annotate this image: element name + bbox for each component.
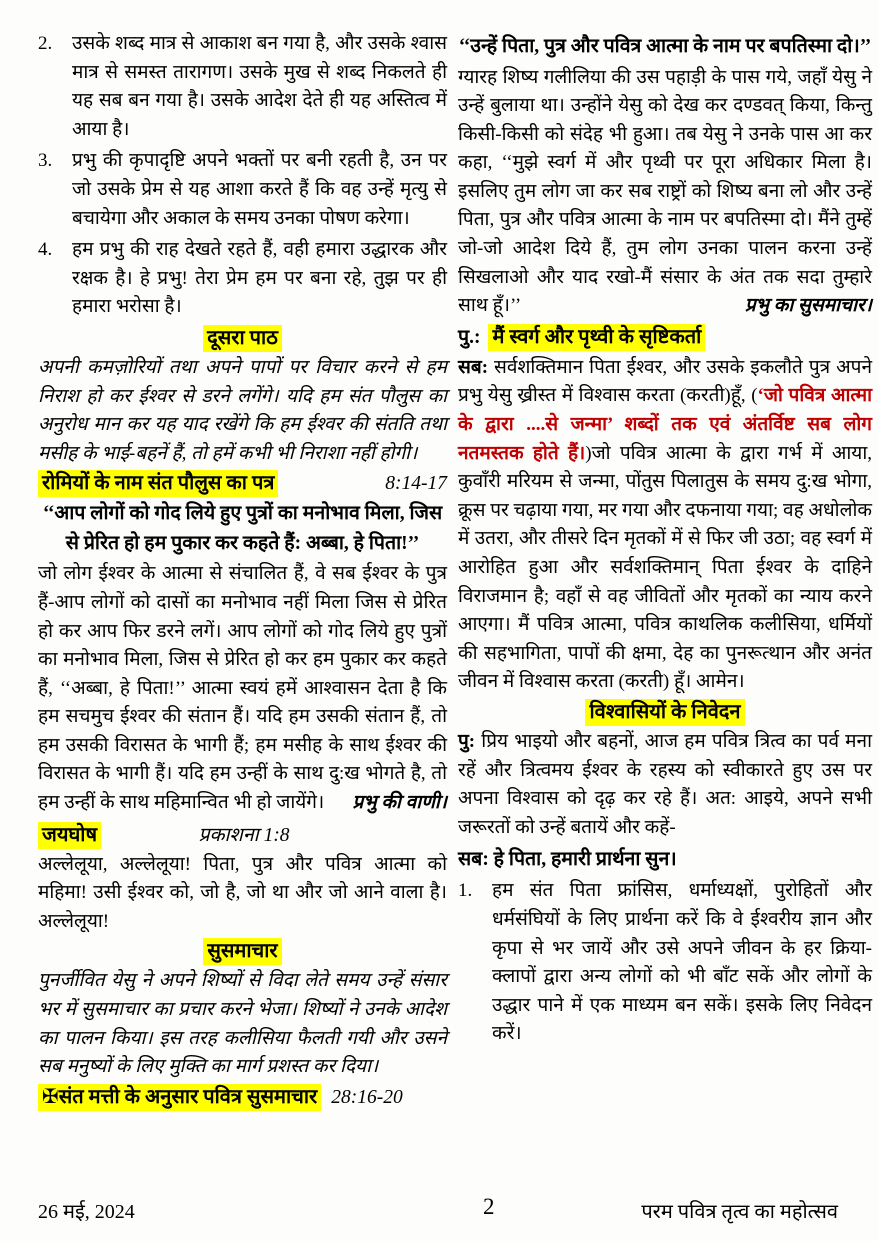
creed-priest-text: मैं स्वर्ग और पृथ्वी के सृष्टिकर्ता xyxy=(488,324,705,351)
creed-part2: जो पवित्र आत्मा के द्वारा गर्भ में आया, कुवाँरी मरियम से जन्मा, पोंतुस पिलातुस के समय दु:ख भोगा, क्रूस पर चढ़ाया गया, मर गया और दफनाया गया; वह अधोलोक में उतरा, और तीसरे दिन मृतकों में से फिर जी उठा; वह स्वर्ग में आरोहित हुआ और सर्वशक्तिमान् पिता ईश्वर के दाहिने विराजमान है; वहाँ से वह जीवितों और मृतकों का न्याय करने आएगा। मैं पवित्र आत्मा, पवित्र काथलिक कलीसिया, धर्मियों की सहभागिता, पापों की क्षमा, देह का पुनरूत्थान और अनंत जीवन में विश्वास करता (करती) हूँ। आमेन। xyxy=(458,442,873,693)
page-footer xyxy=(38,1194,840,1227)
gospel-source: संत मत्ती के अनुसार पवित्र सुसमाचार xyxy=(58,1085,318,1108)
creed-part1: सर्वशक्तिमान पिता ईश्वर, और उसके इकलौते पुत्र अपने प्रभु येसु ख्रीस्त में विश्वास करता (करती)हूँ, xyxy=(458,356,872,407)
verse-number: 3. xyxy=(38,150,53,172)
creed-all-prefix: सब: xyxy=(458,356,489,378)
acclamation-heading: जयघोष xyxy=(38,822,101,849)
verse-number: 2. xyxy=(38,33,53,54)
footer-page-number: 2 xyxy=(483,1194,495,1219)
gospel-intro-heading-wrap xyxy=(38,938,447,965)
intercession-text: हम संत पिता फ्रांसिस, धर्माध्यक्षों, पुरोहितों और धर्मसंघियों के लिए प्रार्थना करें कि वे ईश्वरीय ज्ञान और कृपा से भर जायें और उसे अपने जीवन के हर क्रिया-क्लापों द्वारा अन्य लोगों को भी बाँट सकें और लोगों के उद्धार पाने में एक माध्यम बन सकें। इसके लिए निवेदन करें। xyxy=(492,880,872,1045)
second-reading-ref: 8:14-17 xyxy=(385,473,447,495)
second-reading-source-row xyxy=(38,470,447,497)
cross-icon: ✠ xyxy=(42,1085,59,1108)
second-reading-closing: प्रभु की वाणी। xyxy=(352,792,447,814)
intercession-item xyxy=(458,877,872,1049)
intercessions-heading: विश्वासियों के निवेदन xyxy=(585,699,744,726)
verse-number: 4. xyxy=(38,239,53,261)
gospel-body-wrap xyxy=(458,64,872,321)
gospel-title-row xyxy=(38,1084,447,1111)
intercessions-priest-text: प्रिय भाइयो और बहनों, आज हम पवित्र त्रित्व का पर्व मना रहें और त्रित्वमय ईश्वर के रहस्य को स्वीकारते हुए उस पर अपना विश्वास को दृढ़ कर रहे हैं। अत: आइये, अपने सभी जरूरतों को उन्हें बतायें और कहें- xyxy=(458,730,872,838)
gospel-body: ग्यारह शिष्य गलीलिया की उस पहाड़ी के पास गये, जहाँ येसु ने उन्हें बुलाया था। उन्होंने येसु को देख कर दण्डवत् किया, किन्तु किसी-किसी को संदेह भी हुआ। तब येसु ने उनके पास आ कर कहा, ‘‘मुझे स्वर्ग में और पृथ्वी पर पूरा अधिकार मिला है। इसलिए तुम लोग जा कर सब राष्ट्रों को शिष्य बना लो और उन्हें पिता, पुत्र और पवित्र आत्मा के नाम पर बपतिस्मा दो। मैंने तुम्हें जो-जो आदेश दिये हैं, तुम लोग उनका पालन करना उन्हें सिखलाओ और याद रखो-मैं संसार के अंत तक सदा तुम्हारे साथ हूँ।’’ xyxy=(458,66,872,317)
intercession-number: 1. xyxy=(458,880,473,902)
footer-feast-title: परम पवित्र तृत्व का महोत्सव xyxy=(641,1201,838,1223)
right-column xyxy=(458,30,872,1113)
second-reading-intro: अपनी कमज़ोरियों तथा अपने पापों पर विचार करने से हम निराश हो कर ईश्वर से डरने लगेंगे। यदि हम संत पौलुस का अनुरोध मान कर यह याद रखेंगे कि हम ईश्वर की संतति तथा मसीह के भाई-बहनें हैं, तो हमें कभी भी निराशा नहीं होगी। xyxy=(38,356,447,464)
paren-close: ) xyxy=(585,442,592,464)
acclamation-ref: प्रकाशना 1:8 xyxy=(198,824,290,846)
psalm-verse xyxy=(38,147,447,233)
psalm-verse xyxy=(38,30,447,144)
second-reading-body-wrap xyxy=(38,560,447,817)
creed-priest-line xyxy=(458,323,872,353)
left-column xyxy=(38,30,447,1113)
intercessions-response: सब: हे पिता, हमारी प्रार्थना सुन। xyxy=(458,849,677,871)
acclamation-row xyxy=(38,820,447,849)
psalm-verse xyxy=(38,236,447,322)
acclamation-body: अल्लेलूया, अल्लेलूया! पिता, पुत्र और पवित्र आत्मा को महिमा! उसी ईश्वर को, जो है, जो था और जो आने वाला है। अल्लेलूया! xyxy=(38,853,447,932)
gospel-intro-body: पुनर्जीवित येसु ने अपने शिष्यों से विदा लेते समय उन्हें संसार भर में सुसमाचार का प्रचार करने भेजा। शिष्यों ने उनके आदेश का पालन किया। इस तरह कलीसिया फैलती गयी और उसने सब मनुष्यों के लिए मुक्ति का मार्ग प्रशस्त कर दिया। xyxy=(38,970,447,1078)
two-column-layout xyxy=(38,30,873,1113)
second-reading-heading: दूसरा पाठ xyxy=(203,325,282,352)
verse-text: उसके शब्द मात्र से आकाश बन गया है, और उसके श्वास मात्र से समस्त तारागण। उसके मुख से शब्द निकलते ही यह सब बन गया है। उसके आदेश देते ही यह अस्तित्व में आया है। xyxy=(72,33,447,140)
verse-text: हम प्रभु की राह देखते रहते हैं, वही हमारा उद्धारक और रक्षक है। हे प्रभु! तेरा प्रेम हम पर बना रहे, तुझ पर ही हमारा भरोसा है। xyxy=(72,239,447,318)
gospel-title xyxy=(38,1084,321,1111)
intercessions-priest-prefix: पु: xyxy=(458,730,476,752)
second-reading-heading-wrap xyxy=(38,325,447,352)
second-reading-quote: ‘‘आप लोगों को गोद लिये हुए पुत्रों का मनोभाव मिला, जिस से प्रेरित हो हम पुकार कर कहते हैं: अब्बा, हे पिता!’’ xyxy=(42,503,443,554)
gospel-closing: प्रभु का सुसमाचार। xyxy=(744,295,872,317)
footer-date: 26 मई, 2024 xyxy=(38,1201,135,1223)
second-reading-source: रोमियों के नाम संत पौलुस का पत्र xyxy=(38,470,278,497)
gospel-quote: ‘‘उन्हें पिता, पुत्र और पवित्र आत्मा के नाम पर बपतिस्मा दो।’’ xyxy=(458,36,872,57)
intercessions-invitation xyxy=(458,728,872,842)
gospel-intro-heading: सुसमाचार xyxy=(203,938,281,965)
intercessions-heading-wrap xyxy=(458,699,872,726)
paren-open: ( xyxy=(751,385,758,407)
priest-prefix: पु.: xyxy=(458,326,481,348)
second-reading-body: जो लोग ईश्वर के आत्मा से संचालित हैं, वे सब ईश्वर के पुत्र हैं-आप लोगों को दासों का मनोभाव नहीं मिला जिस से प्रेरित हो कर आप फिर डरने लगें। आप लोगों को गोद लिये हुए पुत्रों का मनोभाव मिला, जिस से प्रेरित हो कर हम पुकार कर कहते हैं, ‘‘अब्बा, हे पिता!’’ आत्मा स्वयं हमें आश्वासन देता है कि हम सचमुच ईश्वर की संतान हैं। यदि हम उसकी संतान हैं, तो हम उसकी विरासत के भागी हैं; हम मसीह के साथ ईश्वर की विरासत के भागी हैं। यदि हम उन्हीं के साथ दु:ख भोगते है, तो हम उन्हीं के साथ महिमान्वित भी हो जायेंगे। xyxy=(38,563,447,814)
verse-text: प्रभु की कृपादृष्टि अपने भक्तों पर बनी रहती है, उन पर जो उसके प्रेम से यह आशा करते हैं कि वह उन्हें मृत्यु से बचायेगा और अकाल के समय उनका पोषण करेगा। xyxy=(72,150,447,229)
creed-body xyxy=(458,354,872,697)
creed-rubric: ‘जो पवित्र आत्मा के द्वारा ....से जन्मा’ शब्दों तक एवं अंतर्विष्ट सब लोग नतमस्तक होते हैं। xyxy=(458,385,872,464)
gospel-ref: 28:16-20 xyxy=(331,1086,403,1108)
